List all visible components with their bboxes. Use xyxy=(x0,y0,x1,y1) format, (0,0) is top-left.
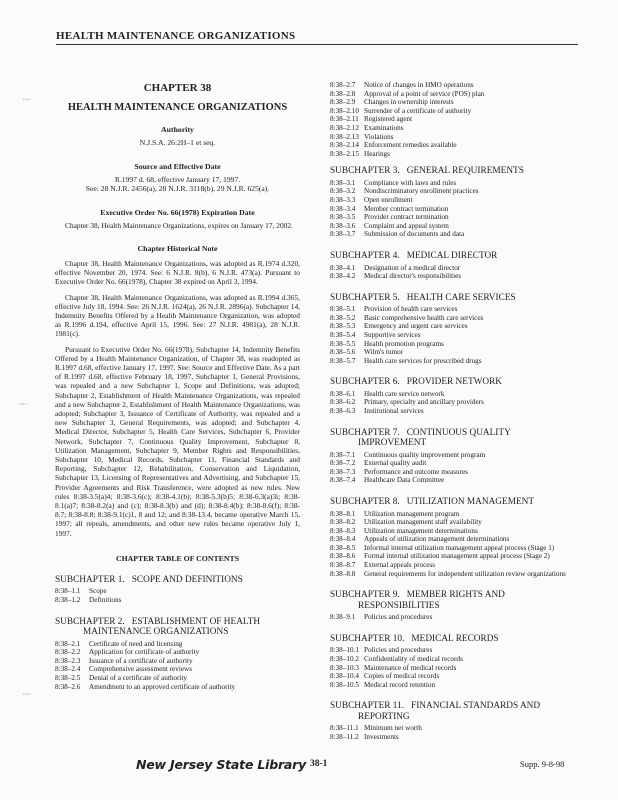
source-heading: Source and Effective Date xyxy=(134,161,221,171)
section-number: 8:38–9.1 xyxy=(330,613,356,622)
subchapter-number: SUBCHAPTER 4. xyxy=(330,251,400,261)
section-title: Designation of a medical director xyxy=(364,263,461,272)
section-title: Application for certificate of authority xyxy=(89,648,200,657)
toc-section-row xyxy=(55,683,300,692)
toc-section-row xyxy=(330,322,583,331)
subchapter-heading xyxy=(330,701,583,722)
section-number: 8:38–4.1 xyxy=(330,263,356,272)
subchapter-heading xyxy=(330,590,583,611)
section-number: 8:38–2.2 xyxy=(55,648,81,657)
section-number: 8:38–7.4 xyxy=(330,476,356,485)
subchapter-number: SUBCHAPTER 7. xyxy=(330,427,400,438)
subchapter-heading xyxy=(330,251,583,262)
running-head: HEALTH MAINTENANCE ORGANIZATIONS xyxy=(56,30,578,45)
toc-section-row xyxy=(55,674,300,683)
subchapter-title: GENERAL REQUIREMENTS xyxy=(406,166,524,177)
subchapter-title-continued: REPORTING xyxy=(358,711,410,722)
section-title: Nondiscriminatory enrollment practices xyxy=(364,187,479,196)
section-number: 8:38–5.6 xyxy=(330,348,356,357)
toc-section-row xyxy=(330,222,583,231)
subchapter-number: SUBCHAPTER 11. xyxy=(330,701,405,712)
section-number: 8:38–10.5 xyxy=(330,680,359,689)
subchapter-sections xyxy=(330,613,583,622)
subchapter-title: MEMBER RIGHTS AND xyxy=(406,590,505,601)
subchapter-heading xyxy=(330,293,583,304)
section-title: Appeals of utilization management determinations xyxy=(364,535,510,544)
section-title: Supportive services xyxy=(364,330,421,339)
section-title: Surrender of a certificate of authority xyxy=(364,106,472,115)
subchapter-heading xyxy=(55,575,300,586)
toc-section-row xyxy=(330,518,583,527)
toc-section-row xyxy=(330,476,583,485)
section-number: 8:38–3.7 xyxy=(330,230,356,239)
section-title: Medical record retention xyxy=(364,680,436,689)
page-number: 38-1 xyxy=(310,759,328,769)
toc-section-row xyxy=(330,230,583,239)
history-paragraph-2: Chapter 38, Health Maintenance Organizations, was adopted as R.1994 d.365, effective July 18, 1994. See: 26 N.J.R. 1624(a), 26 N.J.R. 2896(a). Subchapter 14, Indemnity Benefits Offered by a Health Maintenance Organization, was adopted as R.1996 d.194, effective April 15, 1996. See: 27 N.J.R. 4981(a), 28 N.J.R. 1981(c). xyxy=(55,292,300,339)
section-number: 8:38–2.13 xyxy=(330,132,359,141)
section-title: Investments xyxy=(364,732,399,741)
toc-section-row xyxy=(330,179,583,188)
toc-section-row xyxy=(330,331,583,340)
section-title: Policies and procedures xyxy=(364,613,433,622)
section-title: Health care services for prescribed drugs xyxy=(364,356,482,365)
subchapter-title: ESTABLISHMENT OF HEALTH xyxy=(131,616,261,627)
subchapter-sections xyxy=(55,587,300,604)
authority-text: N.J.S.A. 26:2H–1 et seq. xyxy=(139,138,216,147)
section-title: Utilization management staff availability xyxy=(364,518,482,527)
history-paragraph-3: Pursuant to Executive Order No. 66(1978), Subchapter 14, Indemnity Benefits Offered by a Health Maintenance Organization, of Chapter 38, was readopted as R.1997 d.68, effective January 17, 1997. See: Source and Effective Date. As a part of R.1997 d.68, effective February 18, 1997, Subchapter 1, General Provisions, was repealed and a new Subchapter 1, Scope and Definitions, was adopted; Subchapter 2, Establishment of Health Maintenance Organizations, was repealed and a new Subchapter 2, Establishment of Health Maintenance Organizations, was adopted; Subchapter 3, Issuance of Certificate of Authority, was repealed and a new Subchapter 3, General Requirements, was adopted; and Subchapter 4, Medical Director, Subchapter 5, Health Care Services, Subchapter 6, Provider Network, Subchapter 7, Continuous Quality Improvement, Subchapter 8, Utilization Management, Subchapter 9, Member Rights and Responsibilities, Subchapter 10, Medical Records, Subchapter 11, Financial Standards and Reporting, Subchapter 12, Rehabilitation, Conservation and Liquidation, Subchapter 13, Licensing of Representatives and Advertising, and Subchapter 15, Provider Agreements and Risk Transference, were adopted as new rules. New rules 8:38-3.5(a)4; 8:38-3.6(c); 8:38-4.1(b); 8:38-5.3(b)5; 8:38-6.3(a)3i; 8:38-8.1(a)7; 8:38-8.2(a) and (c); 8:38-8.3(b) and (d); 8:38-8.4(b); 8:38-8.6(f); 8:38-8.7; 8:38-8.8; 8:38-9.1(c)1, 8 and 12; and 8:38-13.4, became operative March 15, 1997; all repeals, amendments, and other new rules became operative July 1, 1997. xyxy=(55,344,300,538)
section-number: 8:38–8.4 xyxy=(330,535,356,544)
subchapter-heading xyxy=(330,166,583,177)
toc-section-row xyxy=(330,272,583,281)
toc-section-row xyxy=(330,213,583,222)
section-number: 8:38–11.1 xyxy=(330,724,359,733)
toc-section-row xyxy=(330,115,583,124)
subchapter-heading xyxy=(330,377,583,388)
toc-section-row xyxy=(330,133,583,142)
section-number: 8:38–8.8 xyxy=(330,569,356,578)
subchapter-sections xyxy=(55,640,300,692)
toc-section-row xyxy=(330,141,583,150)
toc-section-row xyxy=(330,733,583,742)
section-number: 8:38–6.2 xyxy=(330,398,356,407)
margin-mark: ·~· xyxy=(22,690,32,699)
section-title: Performance and outcome measures xyxy=(364,467,468,476)
section-title: Primary, specialty and ancillary providers xyxy=(364,398,484,407)
section-number: 8:38–1.1 xyxy=(55,587,81,596)
section-number: 8:38–8.5 xyxy=(330,543,356,552)
section-title: Open enrollment xyxy=(364,196,413,205)
section-title: Compliance with laws and rules xyxy=(364,178,457,187)
subchapter-heading xyxy=(330,497,583,508)
toc-section-row xyxy=(330,398,583,407)
section-title: Definitions xyxy=(89,595,122,604)
toc-section-row xyxy=(330,107,583,116)
toc-section-row xyxy=(330,613,583,622)
subchapter-title: MEDICAL DIRECTOR xyxy=(406,251,498,261)
section-number: 8:38–7.2 xyxy=(330,459,356,468)
subchapter-sections xyxy=(330,510,583,579)
section-number: 8:38–10.1 xyxy=(330,646,359,655)
section-number: 8:38–2.1 xyxy=(55,639,81,648)
toc-heading: CHAPTER TABLE OF CONTENTS xyxy=(115,553,240,563)
section-title: Provider contract termination xyxy=(364,213,449,222)
section-number: 8:38–2.15 xyxy=(330,149,359,158)
toc-section-row xyxy=(330,205,583,214)
section-title: Continuous quality improvement program xyxy=(364,450,486,459)
section-title: Policies and procedures xyxy=(364,646,433,655)
section-title: Hearings xyxy=(364,149,390,158)
section-number: 8:38–8.6 xyxy=(330,552,356,561)
subchapter-title: SCOPE AND DEFINITIONS xyxy=(131,574,243,585)
subchapter-sections xyxy=(330,451,583,485)
section-number: 8:38–3.1 xyxy=(330,178,356,187)
subchapter-sections xyxy=(330,390,583,416)
section-title: Utilization management determinations xyxy=(364,526,478,535)
subchapter-number: SUBCHAPTER 5. xyxy=(330,292,400,303)
toc-section-row xyxy=(55,596,300,605)
section-number: 8:38–3.3 xyxy=(330,196,356,205)
section-number: 8:38–2.10 xyxy=(330,106,359,115)
subchapter-number: SUBCHAPTER 3. xyxy=(330,166,400,177)
toc-section-row xyxy=(330,552,583,561)
source-line-2: See: 28 N.J.R. 2456(a), 28 N.J.R. 3118(b), 29 N.J.R. 625(a). xyxy=(85,184,270,194)
subchapter-number: SUBCHAPTER 9. xyxy=(330,590,400,601)
subchapter-number: SUBCHAPTER 6. xyxy=(330,377,400,388)
subchapter-title: HEALTH CARE SERVICES xyxy=(406,292,516,303)
section-number: 8:38–3.4 xyxy=(330,204,356,213)
section-title: Comprehensive assessment reviews xyxy=(89,665,192,674)
section-number: 8:38–3.2 xyxy=(330,187,356,196)
toc-section-row xyxy=(330,357,583,366)
toc-section-row xyxy=(330,459,583,468)
section-number: 8:38–11.2 xyxy=(330,732,359,741)
section-title: Member contract termination xyxy=(364,204,449,213)
section-title: Basic comprehensive health care services xyxy=(364,313,484,322)
toc-section-row xyxy=(330,348,583,357)
right-column xyxy=(330,79,583,742)
subchapter-title-continued: MAINTENANCE ORGANIZATIONS xyxy=(83,627,229,638)
toc-section-row xyxy=(330,407,583,416)
section-number: 8:38–2.7 xyxy=(330,81,356,89)
section-title: Minimum net worth xyxy=(364,724,422,733)
section-title: Issuance of a certificate of authority xyxy=(89,656,193,665)
section-title: Scope xyxy=(89,587,107,596)
section-title: Certificate of need and licensing xyxy=(89,639,183,648)
toc-section-row xyxy=(330,340,583,349)
toc-section-row xyxy=(330,510,583,519)
section-title: Copies of medical records xyxy=(364,672,440,681)
subchapter-title-continued: RESPONSIBILITIES xyxy=(358,600,440,611)
section-number: 8:38–2.3 xyxy=(55,656,81,665)
section-title: Utilization management program xyxy=(364,509,460,518)
section-number: 8:38–5.4 xyxy=(330,330,356,339)
subchapter-title: MEDICAL RECORDS xyxy=(411,633,499,644)
section-number: 8:38–2.5 xyxy=(55,673,81,682)
toc-section-row xyxy=(330,672,583,681)
toc-section-row xyxy=(330,681,583,690)
section-title: Examinations xyxy=(364,123,404,132)
subchapter-sections xyxy=(330,305,583,365)
section-number: 8:38–8.1 xyxy=(330,509,356,518)
toc-section-row xyxy=(55,640,300,649)
section-title: Health promotion programs xyxy=(364,339,444,348)
subchapter-heading xyxy=(55,617,300,638)
subchapter-sections xyxy=(330,264,583,281)
section-title: Healthcare Data Committee xyxy=(364,476,445,485)
section-number: 8:38–2.12 xyxy=(330,123,359,132)
library-stamp: New Jersey State Library xyxy=(136,757,307,772)
subchapter-heading xyxy=(330,634,583,645)
section-title: Wilm's tumor xyxy=(364,348,404,357)
authority-heading: Authority xyxy=(161,125,194,134)
section-title: Denial of a certificate of authority xyxy=(89,673,187,682)
section-number: 8:38–6.1 xyxy=(330,389,356,398)
history-heading: Chapter Historical Note xyxy=(137,243,218,253)
subchapter-title: CONTINUOUS QUALITY xyxy=(406,427,511,438)
subchapter-number: SUBCHAPTER 2. xyxy=(55,616,125,627)
toc-section-row xyxy=(55,665,300,674)
toc-section-row xyxy=(330,90,583,99)
toc-section-row xyxy=(330,527,583,536)
left-column xyxy=(55,80,300,691)
toc-section-row xyxy=(330,451,583,460)
section-title: Informal internal utilization management appeal process (Stage 1) xyxy=(364,543,555,552)
section-number: 8:38–5.1 xyxy=(330,305,356,314)
section-title: Complaint and appeal system xyxy=(364,221,449,230)
right-top-sections xyxy=(330,81,583,158)
toc-section-row xyxy=(330,646,583,655)
toc-section-row xyxy=(330,655,583,664)
subchapter-sections xyxy=(330,724,583,741)
toc-section-row xyxy=(330,81,583,90)
section-title: External quality audit xyxy=(364,459,427,468)
chapter-number: CHAPTER 38 xyxy=(143,82,212,94)
section-title: Formal internal utilization management appeal process (Stage 2) xyxy=(364,552,550,561)
left-toc xyxy=(55,575,300,691)
subchapter-number: SUBCHAPTER 8. xyxy=(330,497,400,507)
toc-section-row xyxy=(330,468,583,477)
subchapter-number: SUBCHAPTER 1. xyxy=(55,574,125,585)
subchapter-title: PROVIDER NETWORK xyxy=(406,377,503,388)
section-title: Changes in ownership interests xyxy=(364,98,454,107)
section-number: 8:38–7.1 xyxy=(330,450,356,459)
subchapter-sections xyxy=(330,646,583,689)
toc-section-row xyxy=(330,570,583,579)
toc-section-row xyxy=(330,264,583,273)
chapter-title: HEALTH MAINTENANCE ORGANIZATIONS xyxy=(67,102,288,113)
toc-section-row xyxy=(330,98,583,107)
section-number: 8:38–3.5 xyxy=(330,213,356,222)
section-title: General requirements for independent utilization review organizations xyxy=(364,569,566,578)
toc-section-row xyxy=(330,535,583,544)
section-number: 8:38–5.2 xyxy=(330,313,356,322)
section-number: 8:38–2.4 xyxy=(55,665,81,674)
toc-section-row xyxy=(330,150,583,159)
section-number: 8:38–5.7 xyxy=(330,356,356,365)
section-number: 8:38–3.6 xyxy=(330,221,356,230)
eo-text: Chapter 38, Health Maintenance Organizations, expires on January 17, 2002. xyxy=(65,220,293,230)
section-number: 8:38–2.8 xyxy=(330,89,356,98)
toc-section-row xyxy=(330,561,583,570)
section-number: 8:38–1.2 xyxy=(55,595,81,604)
section-title: Maintenance of medical records xyxy=(364,663,457,672)
section-title: Approval of a point of service (POS) plan xyxy=(364,89,485,98)
toc-section-row xyxy=(330,390,583,399)
section-title: Confidentiality of medical records xyxy=(364,654,463,663)
toc-section-row xyxy=(330,124,583,133)
toc-section-row xyxy=(330,187,583,196)
supplement-date: Supp. 9-8-98 xyxy=(520,759,565,769)
toc-section-row xyxy=(330,314,583,323)
toc-section-row xyxy=(330,196,583,205)
section-title: Health care service network xyxy=(364,389,445,398)
section-number: 8:38–10.4 xyxy=(330,672,359,681)
section-number: 8:38–5.5 xyxy=(330,339,356,348)
toc-section-row xyxy=(330,724,583,733)
toc-section-row xyxy=(55,587,300,596)
toc-section-row xyxy=(55,648,300,657)
section-number: 8:38–5.3 xyxy=(330,322,356,331)
right-toc xyxy=(330,166,583,741)
section-title: External appeals process xyxy=(364,561,436,570)
subchapter-heading xyxy=(330,428,583,449)
margin-mark: ·~· xyxy=(18,400,28,409)
toc-section-row xyxy=(330,305,583,314)
subchapter-title: FINANCIAL STANDARDS AND xyxy=(411,701,541,712)
section-title: Notice of changes in HMO operations xyxy=(364,81,474,89)
history-paragraph-1: Chapter 38, Health Maintenance Organizations, was adopted as R.1974 d.320, effective November 20, 1974. See: 6 N.J.R. 8(b), 6 N.J.R. 473(a). Pursuant to Executive Order No. 66(1978), Chapter 38 expired on April 3, 1994. xyxy=(55,258,300,287)
toc-section-row xyxy=(55,657,300,666)
section-number: 8:38–4.2 xyxy=(330,272,356,281)
eo-heading: Executive Order No. 66(1978) Expiration Date xyxy=(100,207,255,217)
section-number: 8:38–2.11 xyxy=(330,115,359,124)
section-title: Amendment to an approved certificate of authority xyxy=(89,682,236,691)
section-title: Institutional services xyxy=(364,407,424,416)
section-number: 8:38–10.3 xyxy=(330,663,359,672)
toc-section-row xyxy=(330,664,583,673)
subchapter-number: SUBCHAPTER 10. xyxy=(330,633,405,644)
section-number: 8:38–8.7 xyxy=(330,561,356,570)
source-line-1: R.1997 d. 68, effective January 17, 1997. xyxy=(114,174,241,184)
section-number: 8:38–8.2 xyxy=(330,518,356,527)
section-title: Enforcement remedies available xyxy=(364,141,457,150)
subchapter-sections xyxy=(330,179,583,239)
margin-mark: ·~· xyxy=(22,95,32,104)
section-title: Emergency and urgent care services xyxy=(364,322,468,331)
section-title: Submission of documents and data xyxy=(364,230,465,239)
subchapter-title: UTILIZATION MANAGEMENT xyxy=(406,497,535,507)
section-title: Medical director's responsibilities xyxy=(364,272,462,281)
section-number: 8:38–8.3 xyxy=(330,526,356,535)
section-title: Provision of health care services xyxy=(364,305,458,314)
section-number: 8:38–2.9 xyxy=(330,98,356,107)
section-number: 8:38–2.14 xyxy=(330,141,359,150)
section-number: 8:38–10.2 xyxy=(330,654,359,663)
toc-section-row xyxy=(330,544,583,553)
section-title: Violations xyxy=(364,132,394,141)
section-number: 8:38–7.3 xyxy=(330,467,356,476)
section-number: 8:38–6.3 xyxy=(330,407,356,416)
subchapter-title-continued: IMPROVEMENT xyxy=(358,438,427,449)
section-title: Registered agent xyxy=(364,115,413,124)
section-number: 8:38–2.6 xyxy=(55,682,81,691)
